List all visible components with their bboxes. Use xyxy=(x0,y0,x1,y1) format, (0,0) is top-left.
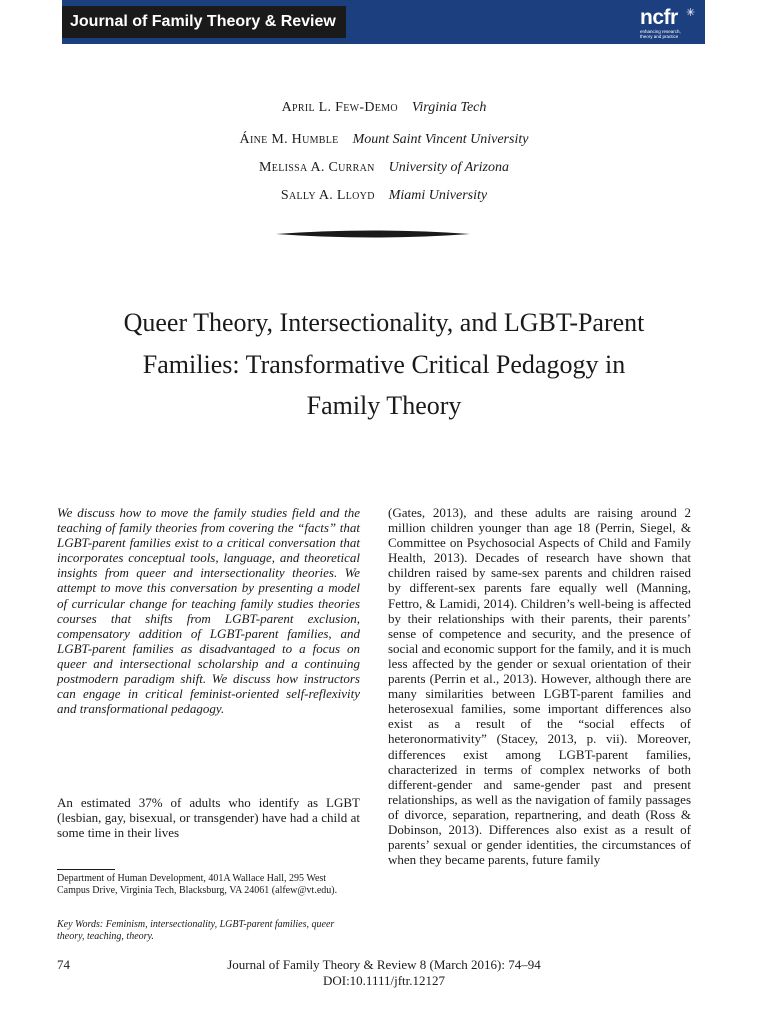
star-icon: ✳ xyxy=(686,7,696,19)
author-entry xyxy=(0,188,768,204)
author-affiliation: University of Arizona xyxy=(388,160,509,175)
logo-text: ncfr xyxy=(640,6,678,29)
title-line: Family Theory xyxy=(306,391,462,420)
footnote-rule xyxy=(57,869,115,870)
article-title xyxy=(50,302,718,427)
journal-citation: Journal of Family Theory & Review 8 (March 2016): 74–94 xyxy=(227,957,541,972)
author-address-footnote: Department of Human Development, 401A Wallace Hall, 295 West Campus Drive, Virginia Tech, Blacksburg, VA 24061 (alfew@vt.edu). xyxy=(57,873,338,896)
author-affiliation: Virginia Tech xyxy=(411,100,487,115)
intro-paragraph: An estimated 37% of adults who identify as LGBT (lesbian, gay, bisexual, or transgender) have had a child at some time in their lives xyxy=(57,795,360,841)
title-line: Queer Theory, Intersectionality, and LGBT-Parent xyxy=(123,308,645,337)
title-line: Families: Transformative Critical Pedagogy in xyxy=(142,349,626,379)
author-name: Melissa A. Curran xyxy=(259,160,375,175)
journal-header-bar xyxy=(62,0,705,44)
author-entry xyxy=(0,160,768,176)
author-name: April L. Few-Demo xyxy=(281,100,398,115)
ncfr-logo xyxy=(638,6,704,40)
author-name: Áine M. Humble xyxy=(239,132,339,147)
logo-tagline: enhancing research, theory and practice xyxy=(640,29,681,39)
keywords: Key Words: Feminism, intersectionality, LGBT-parent families, queer theory, teaching, theory. xyxy=(57,919,335,942)
journal-name: Journal of Family Theory & Review xyxy=(62,6,346,38)
ornament-divider xyxy=(276,228,470,240)
author-entry xyxy=(0,132,768,148)
author-affiliation: Miami University xyxy=(388,188,488,203)
author-entry xyxy=(0,100,768,116)
page-number: 74 xyxy=(57,957,70,972)
body-text-right-column: (Gates, 2013), and these adults are raising around 2 million children younger than age 18 (Perrin, Siegel, & Committee on Psychosocial Aspects of Child and Family Health, 2013). Decades of research have shown that children raised by same-sex parents and children raised by different-sex parents fare equally well (Manning, Fettro, & Lamidi, 2014). Children’s well-being is affected by their relationships with their parents, their parents’ sense of competence and security, and the presence of social and economic support for the family, and it is much less affected by the gender or sexual orientation of their parents (Perrin et al., 2013). However, although there are many similarities between LGBT-parent families and heterosexual families, some important differences also exist as a result of the “social effects of heteronormativity” (Stacey, 2013, p. vii). Moreover, differences exist among LGBT-parent families, characterized in terms of complex networks of both different-gender and same-gender past and present relationships, as well as the navigation of family passages of divorce, separation, repartnering, and death (Ross & Dobinson, 2013). Differences also exist as a result of parents’ sexual or gender identities, the circumstances of when they became parents, future family xyxy=(388,505,691,868)
citation-footer xyxy=(0,957,768,989)
doi: DOI:10.1111/jftr.12127 xyxy=(322,973,446,988)
author-name: Sally A. Lloyd xyxy=(280,188,375,203)
abstract: We discuss how to move the family studies field and the teaching of family theories from covering the “facts” that LGBT-parent families exist to a critical conversation that incorporates conceptual tools, language, and theoretical insights from queer and intersectionality theories. We attempt to move this conversation by presenting a model of curricular change for teaching family studies theories courses that shifts from LGBT-parent exclusion, compensatory addition of LGBT-parent families, and LGBT-parent families as disadvantaged to a focus on queer and intersectional scholarship and a continuing postmodern paradigm shift. We discuss how instructors can engage in critical feminist-oriented self-reflexivity and transformational pedagogy. xyxy=(57,505,360,717)
author-affiliation: Mount Saint Vincent University xyxy=(352,132,529,147)
